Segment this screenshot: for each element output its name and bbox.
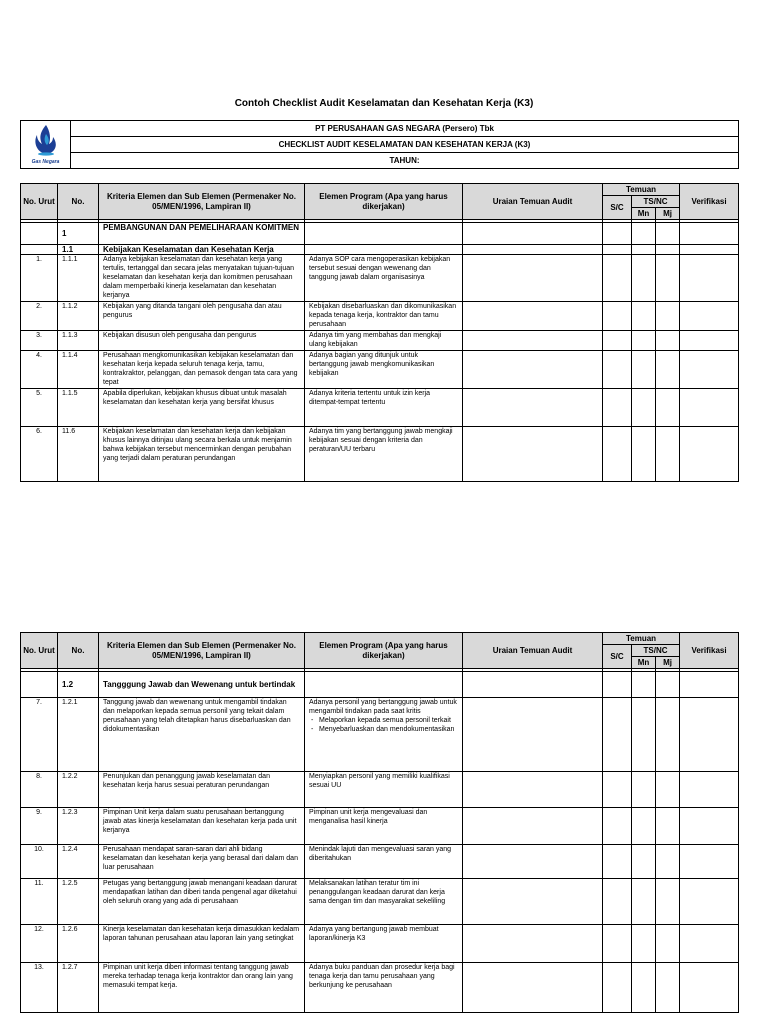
table-row <box>21 255 739 302</box>
row-urut: 1. <box>21 255 58 302</box>
row-elemen: Adanya tim yang membahas dan mengkaji ulang kebijakan <box>305 331 463 351</box>
row-uraian <box>463 698 603 772</box>
table-row <box>21 925 739 963</box>
row-urut: 4. <box>21 351 58 389</box>
company-name: PT PERUSAHAAN GAS NEGARA (Persero) Tbk <box>71 121 739 137</box>
row-kriteria: Kebijakan keselamatan dan kesehatan kerja dan kebijakan khusus lainnya ditinjau ulang secara berkala untuk menjamin bahwa kebijakan tersebut mencerminkan dengan perubahan yang terjadi dalam peraturan perundangan <box>99 427 305 482</box>
logo-caption: Gas Negara <box>31 158 60 165</box>
row-urut: 12. <box>21 925 58 963</box>
col-mn: Mn <box>632 657 656 669</box>
row-urut: 9. <box>21 808 58 845</box>
row-no: 1.1.1 <box>58 255 99 302</box>
row-urut: 7. <box>21 698 58 772</box>
table-row <box>21 879 739 925</box>
col-elemen-program: Elemen Program (Apa yang harus dikerjakan) <box>305 184 463 220</box>
subsection-title: Kebijakan Keselamatan dan Kesehatan Kerja <box>99 245 305 255</box>
audit-table-1 <box>20 183 739 482</box>
list-item: - Melaporkan kepada semua personil terkait <box>319 716 458 725</box>
table-row <box>21 772 739 808</box>
subsection-number: 1.2 <box>58 672 99 698</box>
company-header <box>20 120 739 169</box>
row-no: 1.2.2 <box>58 772 99 808</box>
row-elemen: Adanya buku panduan dan prosedur kerja bagi tenaga kerja dan tamu perusahaan yang berkunjung ke perusahaan <box>305 963 463 1013</box>
row-elemen-text: Adanya personil yang bertanggung jawab untuk mengambil tindakan pada saat kritis <box>309 699 457 715</box>
row-no: 1.2.5 <box>58 879 99 925</box>
col-no-urut: No. Urut <box>21 184 58 220</box>
row-elemen <box>305 698 463 772</box>
row-no: 1.2.4 <box>58 845 99 879</box>
row-no: 1.2.6 <box>58 925 99 963</box>
table-row <box>21 845 739 879</box>
subsection-number: 1.1 <box>58 245 99 255</box>
row-no: 1.1.5 <box>58 389 99 427</box>
subsection-row <box>21 245 739 255</box>
document-title: Contoh Checklist Audit Keselamatan dan Kesehatan Kerja (K3) <box>234 98 534 109</box>
row-elemen: Adanya SOP cara mengoperasikan kebijakan tersebut sesuai dengan wewenang dan tanggung jawab dalam organisasinya <box>305 255 463 302</box>
row-elemen: Adanya kriteria tertentu untuk izin kerja ditempat-tempat tertentu <box>305 389 463 427</box>
col-mn: Mn <box>632 208 656 220</box>
row-urut: 11. <box>21 879 58 925</box>
col-no-urut: No. Urut <box>21 633 58 669</box>
col-no: No. <box>58 633 99 669</box>
table-row <box>21 427 739 482</box>
table-row <box>21 808 739 845</box>
row-kriteria: Pimpinan unit kerja diberi informasi tentang tanggung jawab mereka terhadap tenaga kerja kontraktor dan orang lain yang memasuki tempat kerja. <box>99 963 305 1013</box>
col-temuan: Temuan <box>603 184 680 196</box>
row-urut: 10. <box>21 845 58 879</box>
subsection-row <box>21 672 739 698</box>
row-uraian <box>463 808 603 845</box>
row-elemen: Menindak lajuti dan mengevaluasi saran yang diberitahukan <box>305 845 463 879</box>
row-kriteria: Adanya kebijakan keselamatan dan kesehatan kerja yang tertulis, tertanggal dan secara jelas menyatakan tujuan-tujuan keselamatan dan kesehatan kerja dan komitmen perusahaan dalam memperbaiki kinerja keselamatan dan kesehatan kerjanya <box>99 255 305 302</box>
row-elemen: Pimpinan unit kerja mengevaluasi dan menganalisa hasil kinerja <box>305 808 463 845</box>
row-no: 11.6 <box>58 427 99 482</box>
row-no: 1.1.2 <box>58 302 99 331</box>
row-no: 1.2.1 <box>58 698 99 772</box>
table-row <box>21 302 739 331</box>
col-mj: Mj <box>656 657 680 669</box>
list-item: - Menyebarluaskan dan mendokumentasikan <box>319 725 458 734</box>
col-no: No. <box>58 184 99 220</box>
section-row <box>21 223 739 245</box>
row-urut: 13. <box>21 963 58 1013</box>
row-kriteria: Apabila diperlukan, kebijakan khusus dibuat untuk masalah keselamatan dan kesehatan kerja yang bersifat khusus <box>99 389 305 427</box>
logo-cell <box>21 121 71 169</box>
row-urut: 5. <box>21 389 58 427</box>
row-elemen-list <box>309 716 458 734</box>
checklist-title: CHECKLIST AUDIT KESELAMATAN DAN KESEHATAN KERJA (K3) <box>71 137 739 153</box>
row-uraian <box>463 427 603 482</box>
row-urut: 8. <box>21 772 58 808</box>
row-no: 1.2.7 <box>58 963 99 1013</box>
row-kriteria: Perusahaan mengkomunikasikan kebijakan keselamatan dan kesehatan kerja kepada seluruh tenaga kerja, tamu, kontrakraktor, pelanggan, dan pemasok dengan tata cara yang tepat <box>99 351 305 389</box>
row-uraian <box>463 389 603 427</box>
col-sc: S/C <box>603 196 632 220</box>
row-elemen: Kebijakan disebarluaskan dan dikomunikasikan kepada tenaga kerja, kontraktor dan tamu perusahaan <box>305 302 463 331</box>
row-elemen: Adanya bagian yang ditunjuk untuk bertanggung jawab mengkomunikasikan kebijakan <box>305 351 463 389</box>
row-uraian <box>463 772 603 808</box>
row-urut: 3. <box>21 331 58 351</box>
row-kriteria: Kinerja keselamatan dan kesehatan kerja dimasukkan kedalam laporan tahunan perusahaan atau laporan lain yang setingkat <box>99 925 305 963</box>
row-kriteria: Kebijakan disusun oleh pengusaha dan pengurus <box>99 331 305 351</box>
col-elemen-program: Elemen Program (Apa yang harus dikerjakan) <box>305 633 463 669</box>
table-row <box>21 698 739 772</box>
row-urut: 2. <box>21 302 58 331</box>
col-sc: S/C <box>603 645 632 669</box>
col-tsnc: TS/NC <box>632 645 680 657</box>
row-urut: 6. <box>21 427 58 482</box>
row-uraian <box>463 255 603 302</box>
row-no: 1.1.3 <box>58 331 99 351</box>
table-row <box>21 351 739 389</box>
row-elemen: Adanya tim yang bertanggung jawab mengkaji kebijakan sesuai dengan kriteria dan peraturan/UU terbaru <box>305 427 463 482</box>
section-number: 1 <box>58 223 99 245</box>
col-uraian-temuan: Uraian Temuan Audit <box>463 633 603 669</box>
year-field: TAHUN: <box>71 153 739 169</box>
row-uraian <box>463 925 603 963</box>
audit-table-2 <box>20 632 739 1013</box>
row-no: 1.1.4 <box>58 351 99 389</box>
col-verifikasi: Verifikasi <box>680 184 739 220</box>
row-kriteria: Kebijakan yang ditanda tangani oleh pengusaha dan atau pengurus <box>99 302 305 331</box>
row-elemen: Melaksanakan latihan teratur tim ini penanggulangan keadaan darurat dan kerja sama dengan tim dan masyarakat sekeliling <box>305 879 463 925</box>
col-verifikasi: Verifikasi <box>680 633 739 669</box>
table-row <box>21 963 739 1013</box>
col-mj: Mj <box>656 208 680 220</box>
row-kriteria: Penunjukan dan penanggung jawab keselamatan dan kesehatan kerja harus sesuai peraturan perundangan <box>99 772 305 808</box>
row-elemen: Menyiapkan personil yang memiliki kualifikasi sesuai UU <box>305 772 463 808</box>
gas-negara-logo-icon <box>31 123 61 157</box>
section-title: PEMBANGUNAN DAN PEMELIHARAAN KOMITMEN <box>99 223 305 245</box>
row-kriteria: Pimpinan Unit kerja dalam suatu perusahaan bertanggung jawab atas kinerja keselamatan dan kesehatan kerja pada unit kerjanya <box>99 808 305 845</box>
row-kriteria: Petugas yang bertanggung jawab menangani keadaan darurat mendapatkan latihan dan diberi tanda pengenal agar diketahui oleh seluruh orang yang ada di perusahaan <box>99 879 305 925</box>
row-uraian <box>463 351 603 389</box>
row-no: 1.2.3 <box>58 808 99 845</box>
row-uraian <box>463 963 603 1013</box>
row-uraian <box>463 331 603 351</box>
table-row <box>21 389 739 427</box>
col-kriteria: Kriteria Elemen dan Sub Elemen (Permenaker No. 05/MEN/1996, Lampiran II) <box>99 633 305 669</box>
col-kriteria: Kriteria Elemen dan Sub Elemen (Permenaker No. 05/MEN/1996, Lampiran II) <box>99 184 305 220</box>
table-row <box>21 331 739 351</box>
row-uraian <box>463 302 603 331</box>
row-kriteria: Tanggung jawab dan wewenang untuk mengambil tindakan dan melaporkan kepada semua personil yang tekait dalam perusahaan yang telah ditetapkan harus disebarluaskan dan didokumentasikan <box>99 698 305 772</box>
subsection-title: Tangggung Jawab dan Wewenang untuk bertindak <box>99 672 305 698</box>
col-temuan: Temuan <box>603 633 680 645</box>
row-elemen: Adanya yang bertangung jawab membuat laporan/kinerja K3 <box>305 925 463 963</box>
row-kriteria: Perusahaan mendapat saran-saran dari ahli bidang keselamatan dan kesehatan kerja yang berasal dari dalam dan luar perusahaan <box>99 845 305 879</box>
col-tsnc: TS/NC <box>632 196 680 208</box>
row-uraian <box>463 845 603 879</box>
col-uraian-temuan: Uraian Temuan Audit <box>463 184 603 220</box>
row-uraian <box>463 879 603 925</box>
